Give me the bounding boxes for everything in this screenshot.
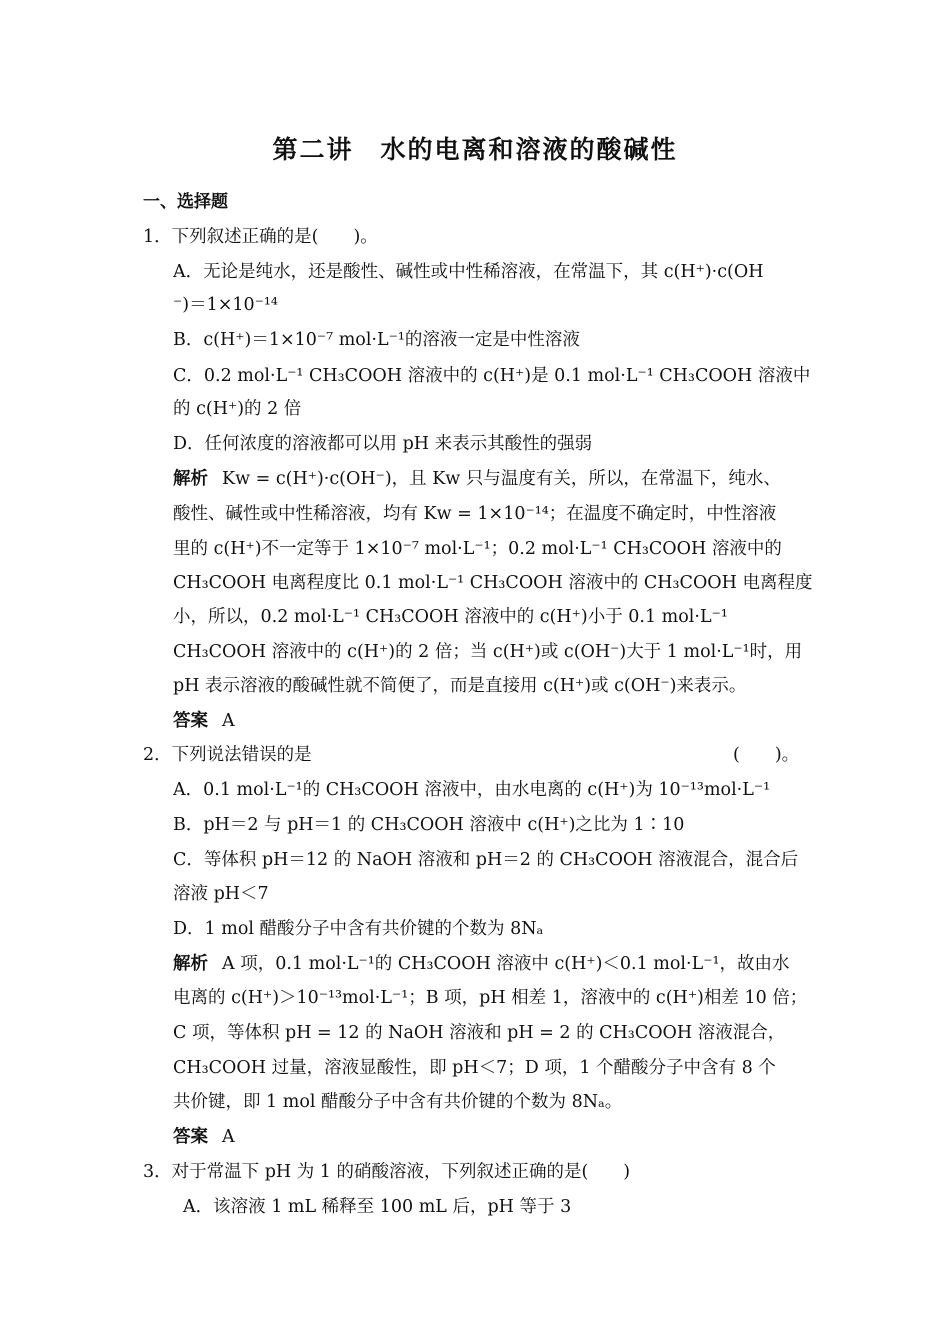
answer-value: A [222, 1127, 235, 1147]
question-1-analysis-line: 里的 c(H⁺)不一定等于 1×10⁻⁷ mol·L⁻¹；0.2 mol·L⁻¹ CH₃COOH 溶液中的 [173, 539, 782, 559]
question-3-stem: 3．对于常温下 pH 为 1 的硝酸溶液，下列叙述正确的是( ) [143, 1162, 631, 1182]
analysis-text: A 项，0.1 mol·L⁻¹的 CH₃COOH 溶液中 c(H⁺)＜0.1 mol·L⁻¹，故由水 [222, 954, 790, 974]
question-1-stem: 1．下列叙述正确的是( )。 [143, 227, 378, 247]
question-1-option-d: D．任何浓度的溶液都可以用 pH 来表示其酸性的强弱 [173, 434, 593, 454]
answer-label: 答案 [173, 711, 208, 731]
question-2-option-c-cont: 溶液 pH＜7 [173, 884, 269, 904]
question-2-analysis-line [173, 952, 789, 976]
page-title: 第二讲 水的电离和溶液的酸碱性 [272, 135, 678, 164]
question-2-stem: 2．下列说法错误的是 [143, 745, 312, 765]
question-2-option-d: D．1 mol 醋酸分子中含有共价键的个数为 8Nₐ [173, 919, 544, 939]
analysis-label: 解析 [173, 954, 208, 974]
question-1-analysis-line [173, 467, 781, 491]
question-3-option-a: A．该溶液 1 mL 稀释至 100 mL 后，pH 等于 3 [183, 1197, 572, 1217]
question-1-answer [173, 709, 235, 733]
question-1-analysis-line: CH₃COOH 溶液中的 c(H⁺)的 2 倍；当 c(H⁺)或 c(OH⁻)大于 1 mol·L⁻¹时，用 [173, 642, 803, 662]
question-1-option-c-cont: 的 c(H⁺)的 2 倍 [173, 399, 302, 419]
analysis-text: Kw = c(H⁺)·c(OH⁻)，且 Kw 只与温度有关，所以，在常温下，纯水、 [222, 469, 781, 489]
question-1-option-c: C．0.2 mol·L⁻¹ CH₃COOH 溶液中的 c(H⁺)是 0.1 mol·L⁻¹ CH₃COOH 溶液中 [173, 366, 811, 386]
question-1-option-b: B．c(H⁺)＝1×10⁻⁷ mol·L⁻¹的溶液一定是中性溶液 [173, 330, 580, 350]
question-2-analysis-line: 电离的 c(H⁺)＞10⁻¹³mol·L⁻¹；B 项，pH 相差 1，溶液中的 c(H⁺)相差 10 倍； [173, 988, 808, 1008]
question-1-option-a: A．无论是纯水，还是酸性、碱性或中性稀溶液，在常温下，其 c(H⁺)·c(OH [173, 262, 764, 282]
question-2-stem-line [143, 743, 823, 767]
question-2-analysis-line: 共价键，即 1 mol 醋酸分子中含有共价键的个数为 8Nₐ。 [173, 1092, 623, 1112]
answer-value: A [222, 711, 235, 731]
question-2-answer [173, 1125, 235, 1149]
question-2-analysis-line: C 项，等体积 pH = 12 的 NaOH 溶液和 pH = 2 的 CH₃COOH 溶液混合， [173, 1023, 786, 1043]
question-2-analysis-line: CH₃COOH 过量，溶液显酸性，即 pH＜7；D 项，1 个醋酸分子中含有 8 个 [173, 1058, 776, 1078]
analysis-label: 解析 [173, 469, 208, 489]
section-heading: 一、选择题 [143, 192, 228, 212]
question-2-option-a: A．0.1 mol·L⁻¹的 CH₃COOH 溶液中，由水电离的 c(H⁺)为 10⁻¹³mol·L⁻¹ [173, 780, 771, 800]
question-1-analysis-line: 酸性、碱性或中性稀溶液，均有 Kw = 1×10⁻¹⁴；在温度不确定时，中性溶液 [173, 504, 777, 524]
question-2-option-b: B．pH＝2 与 pH＝1 的 CH₃COOH 溶液中 c(H⁺)之比为 1∶10 [173, 815, 685, 835]
question-1-analysis-line: CH₃COOH 电离程度比 0.1 mol·L⁻¹ CH₃COOH 溶液中的 CH₃COOH 电离程度 [173, 573, 813, 593]
question-1-analysis-line: pH 表示溶液的酸碱性就不简便了，而是直接用 c(H⁺)或 c(OH⁻)来表示。 [173, 676, 747, 696]
question-2-option-c: C．等体积 pH＝12 的 NaOH 溶液和 pH＝2 的 CH₃COOH 溶液混合，混合后 [173, 850, 799, 870]
answer-label: 答案 [173, 1127, 208, 1147]
question-1-analysis-line: 小，所以，0.2 mol·L⁻¹ CH₃COOH 溶液中的 c(H⁺)小于 0.1 mol·L⁻¹ [173, 607, 728, 627]
question-2-paren: ( )。 [733, 745, 800, 765]
question-1-option-a-cont: ⁻)＝1×10⁻¹⁴ [173, 295, 278, 315]
